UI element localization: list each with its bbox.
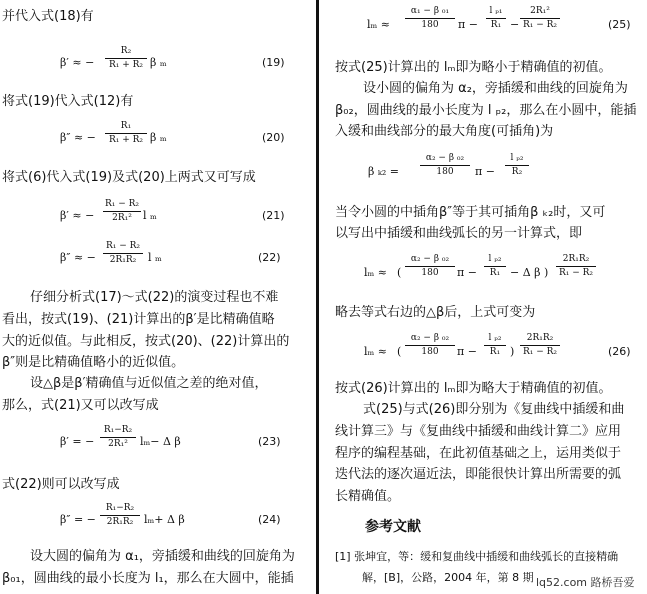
left-para-5-line: 那么，式(21)又可以改写成 bbox=[2, 398, 159, 413]
eq25-f2-num: l ₚ₁ bbox=[489, 6, 503, 16]
eq25-f2-den: R₁ bbox=[490, 20, 502, 30]
eq20-number: (20) bbox=[262, 131, 285, 144]
eq26-open: ( bbox=[397, 345, 402, 358]
eq26-f2-num: l ₚ₂ bbox=[488, 333, 502, 343]
eq19-den: R₁ + R₂ bbox=[108, 60, 144, 70]
eq21-num: R₁ − R₂ bbox=[104, 199, 140, 209]
eq26-f1-num: α₂ − β ₀₂ bbox=[410, 333, 450, 343]
eq22-number: (22) bbox=[258, 251, 281, 264]
left-para-4-line: 看出，按式(19)、(21)计算出的β′是比精确值略 bbox=[2, 312, 275, 327]
eq24-fraction bbox=[100, 503, 140, 528]
eq25-number: (25) bbox=[608, 18, 631, 31]
eq22-lhs: β″ ≈ − bbox=[60, 251, 96, 264]
right-para-1: 按式(25)计算出的 lₘ即为略小于精确值的初值。 bbox=[335, 60, 612, 75]
right-para-6-line: 程序的编程基础，在此初值基础之上，运用类似于 bbox=[335, 446, 622, 461]
eq25-mid: π − bbox=[458, 18, 478, 31]
eq22-den: 2R₁R₂ bbox=[109, 255, 137, 265]
eq25-f1-num: α₁ − β ₀₁ bbox=[410, 6, 450, 16]
eq22-tail: l ₘ bbox=[148, 251, 162, 264]
column-divider bbox=[316, 0, 319, 594]
right-para-2-line: 设小圆的偏角为 α₂，旁插缓和曲线的回旋角为 bbox=[363, 81, 628, 96]
eq20-fraction bbox=[105, 121, 147, 146]
eq26-f3-num: 2R₁R₂ bbox=[526, 333, 554, 343]
eqm-fraction-3 bbox=[556, 254, 596, 279]
eq26-f3-den: R₁ − R₂ bbox=[522, 347, 558, 357]
eq26-close: ) bbox=[510, 345, 515, 358]
eqm-fraction-2 bbox=[484, 254, 506, 279]
eq25-minus: − bbox=[510, 18, 520, 31]
eq26-f2-den: R₁ bbox=[489, 347, 501, 357]
eq25-fraction-1 bbox=[405, 6, 455, 31]
eqk-f2-den: R₂ bbox=[511, 167, 523, 177]
eq23-den: 2R₁² bbox=[108, 439, 128, 449]
left-para-2: 将式(19)代入式(12)有 bbox=[2, 94, 134, 109]
left-para-6: 式(22)则可以改写成 bbox=[2, 477, 120, 492]
eq24-num: R₁−R₂ bbox=[105, 503, 135, 513]
eqm-f3-num: 2R₁R₂ bbox=[562, 254, 590, 264]
right-para-3-line: 当令小圆的中插角β″等于其可插角β ₖ₂时，又可 bbox=[335, 205, 606, 220]
eqk-fraction-1 bbox=[420, 153, 470, 178]
eq23-lhs: β′ = − bbox=[60, 435, 95, 448]
eqm-f2-num: l ₚ₂ bbox=[488, 254, 502, 264]
eq25-f1-den: 180 bbox=[421, 20, 439, 30]
eq23-fraction bbox=[100, 425, 136, 450]
right-para-5: 按式(26)计算出的 lₘ即为略大于精确值的初值。 bbox=[335, 381, 612, 396]
eq20-num: R₁ bbox=[120, 121, 132, 131]
eq26-fraction-2 bbox=[484, 333, 506, 358]
eqk-f1-den: 180 bbox=[436, 167, 454, 177]
left-para-4-line: 仔细分析式(17)～式(22)的演变过程也不难 bbox=[30, 290, 279, 305]
eqm-f1-num: α₂ − β ₀₂ bbox=[410, 254, 450, 264]
eq25-f3-den: R₁ − R₂ bbox=[522, 20, 558, 30]
eq24-den: 2R₁R₂ bbox=[106, 517, 134, 527]
eq21-number: (21) bbox=[262, 209, 285, 222]
eq19-lhs: β′ ≈ − bbox=[60, 56, 95, 69]
eq19-number: (19) bbox=[262, 56, 285, 69]
eqm-lhs: lₘ ≈ bbox=[364, 266, 387, 279]
eqm-mid: π − bbox=[457, 266, 477, 279]
reference-1-line: 解，[B]，公路，2004 年，第 8 期 bbox=[362, 571, 534, 584]
eq21-fraction bbox=[103, 199, 141, 224]
eq26-fraction-1 bbox=[405, 333, 455, 358]
eq23-tail: lₘ− Δ β bbox=[140, 435, 181, 448]
eqm-f3-den: R₁ − R₂ bbox=[558, 268, 594, 278]
eq23-number: (23) bbox=[258, 435, 281, 448]
eq26-fraction-3 bbox=[520, 333, 560, 358]
right-para-3-line: 以写出中插缓和曲线弧长的另一计算式，即 bbox=[335, 226, 583, 241]
eq22-fraction bbox=[103, 241, 143, 266]
eqm-f1-den: 180 bbox=[421, 268, 439, 278]
left-para-3: 将式(6)代入式(19)及式(20)上两式又可写成 bbox=[2, 170, 256, 185]
eq26-number: (26) bbox=[608, 345, 631, 358]
eq26-mid: π − bbox=[457, 345, 477, 358]
left-para-7-line: 设大圆的偏角为 α₁，旁插缓和曲线的回旋角为 bbox=[30, 549, 295, 564]
eq21-tail: l ₘ bbox=[143, 209, 157, 222]
right-para-6-line: 迭代法的逐次逼近法，即能很快计算出所需要的弧 bbox=[335, 467, 622, 482]
eq20-tail: β ₘ bbox=[150, 131, 167, 144]
eqm-tail: − Δ β ) bbox=[510, 266, 549, 279]
eq26-f1-den: 180 bbox=[421, 347, 439, 357]
eq25-fraction-2 bbox=[486, 6, 506, 31]
eq24-lhs: β″ = − bbox=[60, 513, 96, 526]
eqk-f1-num: α₂ − β ₀₂ bbox=[425, 153, 465, 163]
eqm-f2-den: R₁ bbox=[489, 268, 501, 278]
left-para-5-line: 设△β是β′精确值与近似值之差的绝对值， bbox=[30, 376, 268, 391]
reference-1-line: [1] 张坤宜，等：缓和复曲线中插缓和曲线弧长的直接精确 bbox=[335, 550, 619, 563]
eq20-lhs: β″ ≈ − bbox=[60, 131, 96, 144]
eqk-fraction-2 bbox=[505, 153, 529, 178]
eq19-num: R₂ bbox=[120, 46, 132, 56]
right-para-2-line: β₀₂，圆曲线的最小长度为 l ₚ₂，那么在小圆中，能插 bbox=[335, 103, 637, 118]
right-para-6-line: 线计算三》与《复曲线中插缓和曲线计算二》应用 bbox=[335, 424, 622, 439]
eq21-den: 2R₁² bbox=[112, 213, 132, 223]
left-para-4-line: β″则是比精确值略小的近似值。 bbox=[2, 355, 185, 370]
eqm-open: ( bbox=[397, 266, 402, 279]
left-para-7-line: β₀₁，圆曲线的最小长度为 l₁，那么在大圆中，能插 bbox=[2, 571, 294, 586]
eq19-tail: β ₘ bbox=[150, 56, 167, 69]
eq24-tail: lₘ+ Δ β bbox=[144, 513, 185, 526]
watermark: lq52.com 路桥吾爱 bbox=[536, 576, 635, 589]
eq23-num: R₁−R₂ bbox=[103, 425, 133, 435]
references-heading: 参考文献 bbox=[365, 519, 421, 535]
eq24-number: (24) bbox=[258, 513, 281, 526]
eqk-mid: π − bbox=[475, 165, 495, 178]
eq22-num: R₁ − R₂ bbox=[105, 241, 141, 251]
eq26-lhs: lₘ ≈ bbox=[364, 345, 387, 358]
eq21-lhs: β′ ≈ − bbox=[60, 209, 95, 222]
eqk-f2-num: l ₚ₂ bbox=[510, 153, 524, 163]
eq25-lhs: lₘ ≈ bbox=[367, 18, 390, 31]
eq25-f3-num: 2R₁² bbox=[530, 6, 550, 16]
eq20-den: R₁ + R₂ bbox=[108, 135, 144, 145]
eqk-lhs: β ₖ₂ = bbox=[368, 165, 399, 178]
right-para-6-line: 长精确值。 bbox=[335, 489, 401, 504]
left-para-4-line: 大的近似值。与此相反，按式(20)、(22)计算出的 bbox=[2, 334, 290, 349]
right-para-2-line: 入缓和曲线部分的最大角度(可插角)为 bbox=[335, 124, 554, 139]
right-para-6-line: 式(25)与式(26)即分别为《复曲线中插缓和曲 bbox=[363, 402, 625, 417]
eqm-fraction-1 bbox=[405, 254, 455, 279]
right-para-4: 略去等式右边的△β后，上式可变为 bbox=[335, 305, 536, 320]
eq19-fraction bbox=[105, 46, 147, 71]
eq25-fraction-3 bbox=[520, 6, 560, 31]
left-para-1: 并代入式(18)有 bbox=[2, 9, 94, 24]
